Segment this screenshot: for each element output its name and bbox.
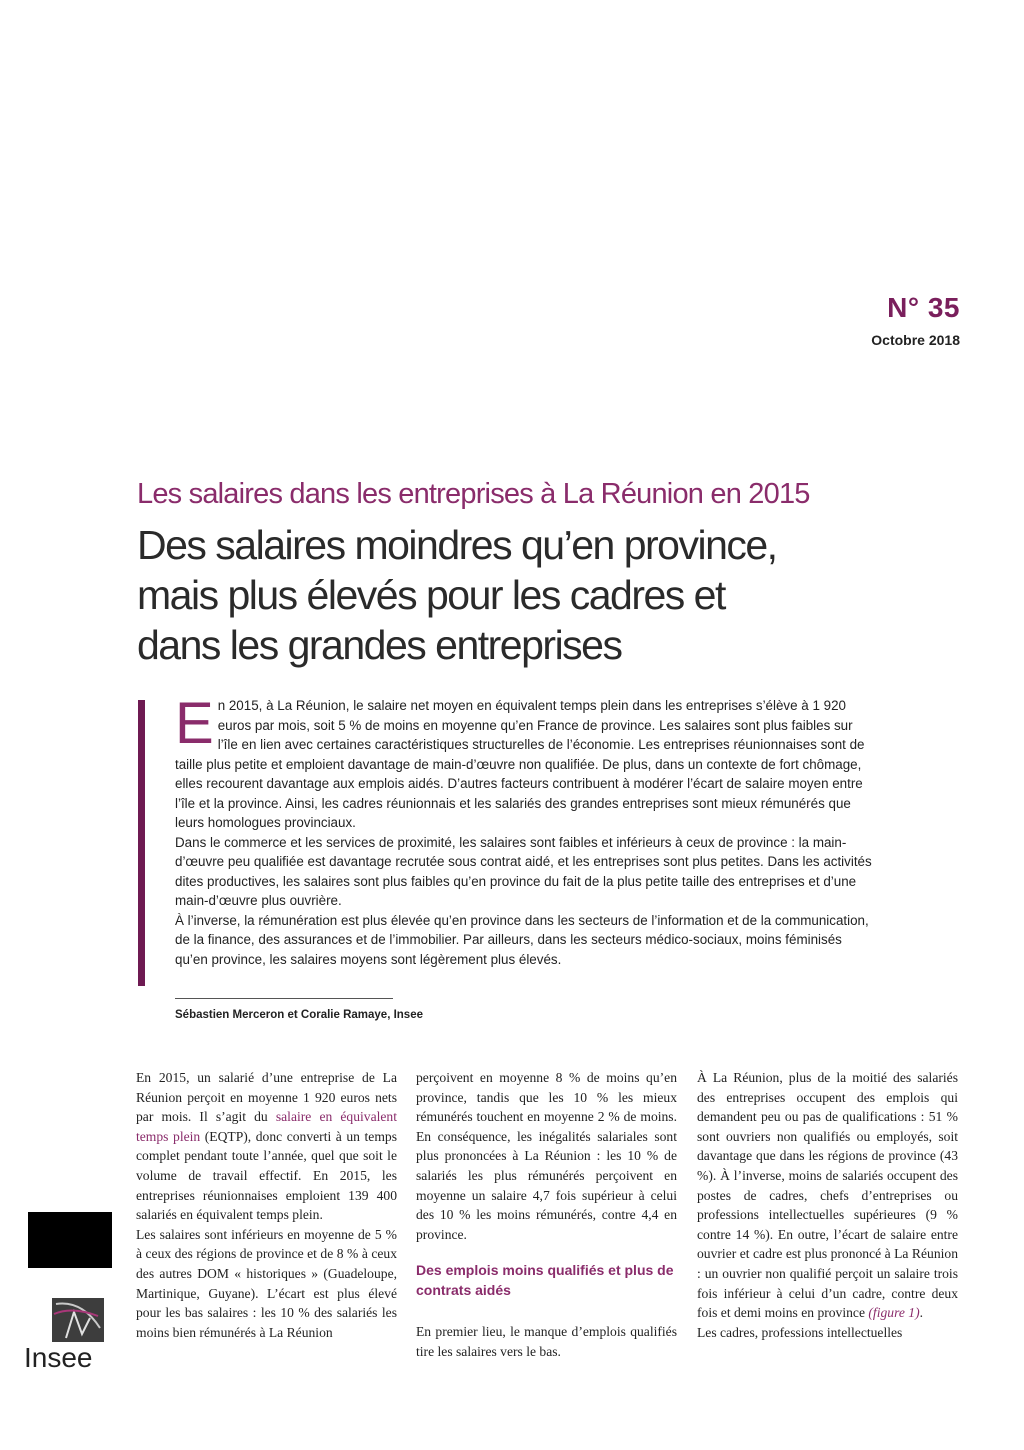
kicker-title: Les salaires dans les entreprises à La Réunion en 2015 bbox=[137, 478, 810, 510]
black-block bbox=[28, 1212, 112, 1268]
body-column-2 bbox=[416, 1068, 677, 1362]
body-paragraph bbox=[136, 1068, 397, 1225]
insee-logo-text: Insee bbox=[24, 1342, 93, 1373]
issue-info bbox=[871, 292, 960, 348]
body-paragraph: Les cadres, professions intellectuelles bbox=[697, 1324, 903, 1340]
issue-date: Octobre 2018 bbox=[871, 332, 960, 348]
insee-logo-mark-icon bbox=[52, 1298, 104, 1342]
headline-line-1: Des salaires moindres qu’en province, bbox=[137, 522, 777, 568]
body-text: . bbox=[919, 1305, 924, 1321]
byline-divider bbox=[175, 998, 393, 999]
lead-text-3: À l’inverse, la rémunération est plus élevée qu’en province dans les secteurs de l’information et de la communication, de la finance, des assurances et de l’immobilier. Par ailleurs, dans les secteurs médico-sociaux, moins féminisés qu’en province, les salaires moyens sont légèrement plus élevés. bbox=[175, 912, 869, 967]
figure-reference-link[interactable]: (figure 1) bbox=[868, 1305, 920, 1321]
body-column-3 bbox=[697, 1068, 958, 1342]
body-paragraph: En premier lieu, le manque d’emplois qualifiés tire les salaires vers le bas. bbox=[416, 1324, 677, 1359]
lead-paragraph bbox=[175, 691, 875, 969]
lead-text: n 2015, à La Réunion, le salaire net moyen en équivalent temps plein dans les entreprises s’élève à 1 920 euros par mois, soit 5 % de moins en moyenne qu’en France de province. Les salaires sont plus faibles sur l’île en lien avec certaines caractéristiques structurelles de l’économie. Les entreprises réunionnaises sont de taille plus petite et emploient davantage de main-d’œuvre non qualifiée. De plus, dans un contexte de fort chômage, elles recourent davantage aux emplois aidés. D’autres facteurs contribuent à modérer l’écart de salaire moyen entre l’île et la province. Ainsi, les cadres réunionnais et les salariés des grandes entreprises sont mieux rémunérés que leurs homologues provinciaux. bbox=[175, 698, 865, 830]
body-text: En 2015, un salarié d’une entreprise de La Réunion perçoit en moyenne 1 920 euros nets par mois. Il s’agit du bbox=[136, 1070, 397, 1125]
byline: Sébastien Merceron et Coralie Ramaye, Insee bbox=[175, 1009, 423, 1021]
body-text: (EQTP), donc converti à un temps complet pendant toute l’année, quel que soit le volume de travail effectif. En 2015, les entreprises réunionnaises emploient 139 400 salariés en équivalent temps plein. bbox=[136, 1128, 397, 1223]
eqtp-link[interactable]: salaire en équivalent temps plein bbox=[136, 1109, 398, 1144]
section-subheading: Des emplois moins qualifiés et plus de contrats aidés bbox=[416, 1262, 674, 1299]
body-paragraph: perçoivent en moyenne 8 % de moins qu’en province, tandis que les 10 % les mieux rémunérés touchent en moyenne 2 % de moins. En conséquence, les inégalités salariales sont plus prononcées à La Réunion : les 10 % de salariés les plus rémunérés perçoivent en moyenne un salaire 4,7 fois supérieur à celui des 10 % les moins rémunérés, contre 4,4 en province. bbox=[416, 1070, 677, 1242]
headline bbox=[137, 520, 957, 670]
headline-line-2: mais plus élevés pour les cadres et bbox=[137, 572, 725, 618]
body-paragraph bbox=[697, 1068, 958, 1323]
insee-logo bbox=[24, 1292, 114, 1382]
lead-accent-bar bbox=[138, 700, 145, 986]
lead-text-2: Dans le commerce et les services de proximité, les salaires sont faibles et inférieurs à ceux de province : la main-d’œuvre peu qualifiée est davantage recrutée sous contrat aidé, et les entreprises sont plus petites. Dans les activités dites productives, les salaires sont plus faibles qu’en province du fait de la plus petite taille des entreprises et d’une main-d’œuvre plus ouvrière. bbox=[175, 834, 872, 908]
body-paragraph: Les salaires sont inférieurs en moyenne de 5 % à ceux des régions de province et de 8 % à ceux des autres DOM « historiques » (Guadeloupe, Martinique, Guyane). L’écart est plus élevé pour les bas salaires : les 10 % des salariés les moins bien rémunérés à La Réunion bbox=[136, 1226, 397, 1340]
drop-cap: E bbox=[175, 691, 214, 756]
body-text: À La Réunion, plus de la moitié des salariés des entreprises occupent des emplois qui demandent peu ou pas de qualifications : 51 % sont ouvriers non qualifiés ou employés, soit davantage que dans les régions de province (43 %). À l’inverse, moins de salariés occupent des postes de cadres, chefs d’entreprises ou professions intellectuelles supérieures (9 % contre 14 %). En outre, l’écart de salaire entre ouvrier et cadre est plus prononcé à La Réunion : un ouvrier non qualifié perçoit un salaire trois fois inférieur à celui d’un cadre, contre deux fois et demi moins en province bbox=[697, 1070, 958, 1321]
headline-line-3: dans les grandes entreprises bbox=[137, 622, 622, 668]
issue-number: N° 35 bbox=[887, 292, 960, 323]
body-column-1 bbox=[136, 1068, 397, 1342]
